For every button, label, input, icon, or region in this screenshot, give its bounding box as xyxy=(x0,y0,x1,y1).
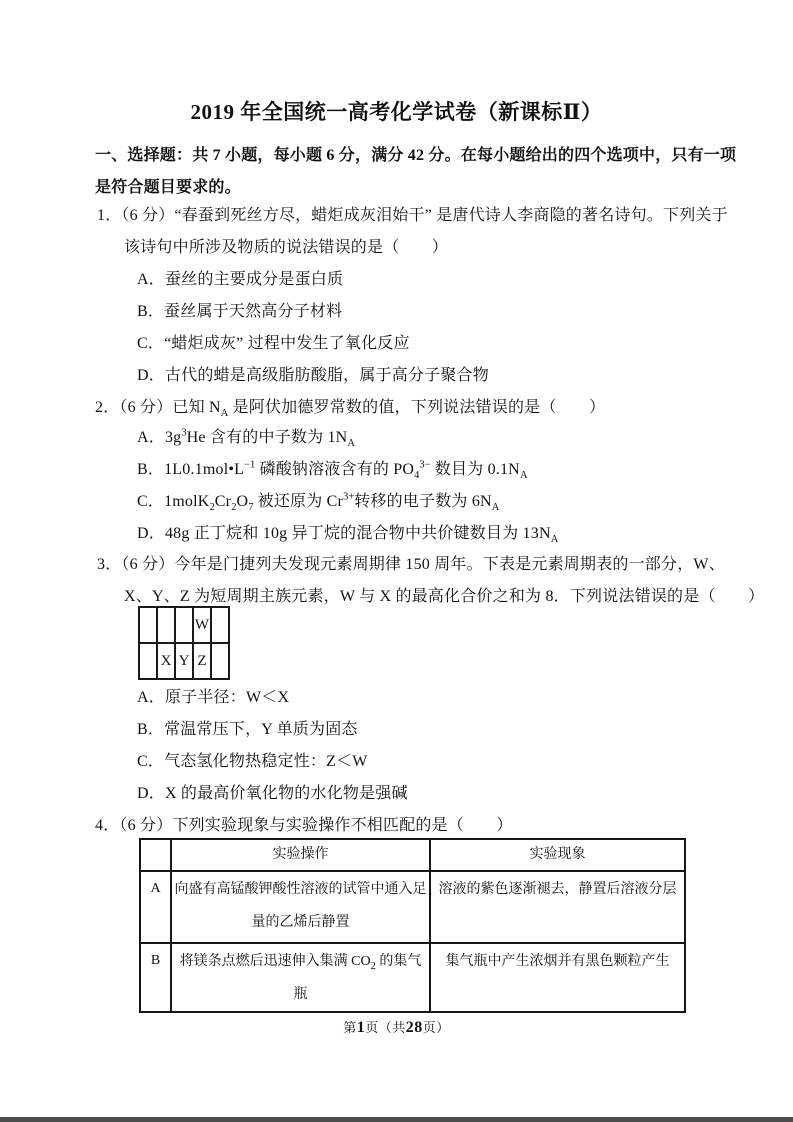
periodic-cell xyxy=(211,607,229,643)
periodic-cell-z: Z xyxy=(193,643,211,679)
experiment-table xyxy=(139,838,686,1013)
question-1-option-c: C．“蜡炬成灰” 过程中发生了氧化反应 xyxy=(137,335,410,352)
row-a-phenomenon: 溶液的紫色逐渐褪去，静置后溶液分层 xyxy=(430,871,685,943)
row-b-operation: 将镁条点燃后迅速伸入集满 $CO_2$ 的集气 瓶 xyxy=(171,943,430,1012)
question-3-line-1: 3．（6 分）今年是门捷列夫发现元素周期律 150 周年。下表是元素周期表的一部分，W、 xyxy=(97,556,725,573)
question-3-option-c: C．气态氢化物热稳定性：Z＜W xyxy=(137,753,368,770)
section-header-line-2: 是符合题目要求的。 xyxy=(95,179,241,196)
question-2-option-d: D．48g 正丁烷和 10g 异丁烷的混合物中共价键数目为 $13N_A$ xyxy=(137,525,559,546)
question-1-option-d: D．古代的蜡是高级脂肪酸脂，属于高分子聚合物 xyxy=(137,367,489,384)
periodic-cell xyxy=(139,643,157,679)
question-1-option-a: A．蚕丝的主要成分是蛋白质 xyxy=(137,271,344,288)
experiment-table-header-blank xyxy=(140,839,171,871)
question-1-line-2: 该诗句中所涉及物质的说法错误的是（ ） xyxy=(124,239,449,256)
periodic-cell xyxy=(157,607,175,643)
periodic-cell-w: W xyxy=(193,607,211,643)
section-header-line-1: 一、选择题：共 7 小题，每小题 6 分，满分 42 分。在每小题给出的四个选项中，只有一项 xyxy=(95,147,737,164)
row-a-operation: 向盛有高锰酸钾酸性溶液的试管中通入足 量的乙烯后静置 xyxy=(171,871,430,943)
periodic-table-row-1 xyxy=(139,607,229,643)
question-2-option-a: A．$3g^3He$ 含有的中子数为 $1N_A$ xyxy=(137,427,356,450)
question-2-option-b: B．$1L0.1mol•L^{-1}$ 磷酸钠溶液含有的 $PO_4^{3-}$ 数目为 $0.1N_A$ xyxy=(137,459,528,482)
footer-prefix: 第 xyxy=(343,1020,357,1035)
footer-total-pages: 28 xyxy=(405,1019,423,1036)
footer-suffix: 页） xyxy=(422,1020,450,1035)
periodic-cell xyxy=(175,607,193,643)
row-a-label: A xyxy=(140,871,171,943)
experiment-table-header-operation: 实验操作 xyxy=(171,839,430,871)
page-title: 2019 年全国统一高考化学试卷（新课标Ⅱ） xyxy=(190,100,603,124)
page-footer xyxy=(0,1017,793,1037)
periodic-cell-x: X xyxy=(157,643,175,679)
footer-page-number: 1 xyxy=(356,1019,366,1036)
question-3-option-b: B．常温常压下，Y 单质为固态 xyxy=(137,721,358,738)
scan-edge-bar xyxy=(0,1117,793,1122)
question-3-line-2: X、Y、Z 为短周期主族元素，W 与 X 的最高化合价之和为 8．下列说法错误的是（ ） xyxy=(124,588,765,605)
periodic-table-row-2 xyxy=(139,643,229,679)
footer-middle: 页（共 xyxy=(365,1020,406,1035)
periodic-table-fragment xyxy=(138,606,230,680)
row-b-label: B xyxy=(140,943,171,1012)
periodic-cell-y: Y xyxy=(175,643,193,679)
question-2-option-c: C．$1molK_2Cr_2O_7$ 被还原为 $Cr^{3+}$转移的电子数为 $6N_A$ xyxy=(137,491,500,514)
experiment-table-row-b xyxy=(140,943,685,1012)
question-1-line-1: 1．（6 分）“春蚕到死丝方尽，蜡炬成灰泪始干” 是唐代诗人李商隐的著名诗句。下列关于 xyxy=(97,207,728,224)
periodic-cell xyxy=(211,643,229,679)
experiment-table-header-phenomenon: 实验现象 xyxy=(430,839,685,871)
row-b-phenomenon: 集气瓶中产生浓烟并有黑色颗粒产生 xyxy=(430,943,685,1012)
question-3-option-a: A．原子半径：W＜X xyxy=(137,689,290,706)
question-2-stem: 2．（6 分）已知 $N_A$ 是阿伏加德罗常数的值，下列说法错误的是（ ） xyxy=(95,399,606,420)
experiment-table-row-a xyxy=(140,871,685,943)
experiment-table-header-row xyxy=(140,839,685,871)
question-1-option-b: B．蚕丝属于天然高分子材料 xyxy=(137,303,343,320)
question-4-stem: 4．（6 分）下列实验现象与实验操作不相匹配的是（ ） xyxy=(95,817,513,834)
question-3-option-d: D．X 的最高价氧化物的水化物是强碱 xyxy=(137,785,408,802)
periodic-cell xyxy=(139,607,157,643)
